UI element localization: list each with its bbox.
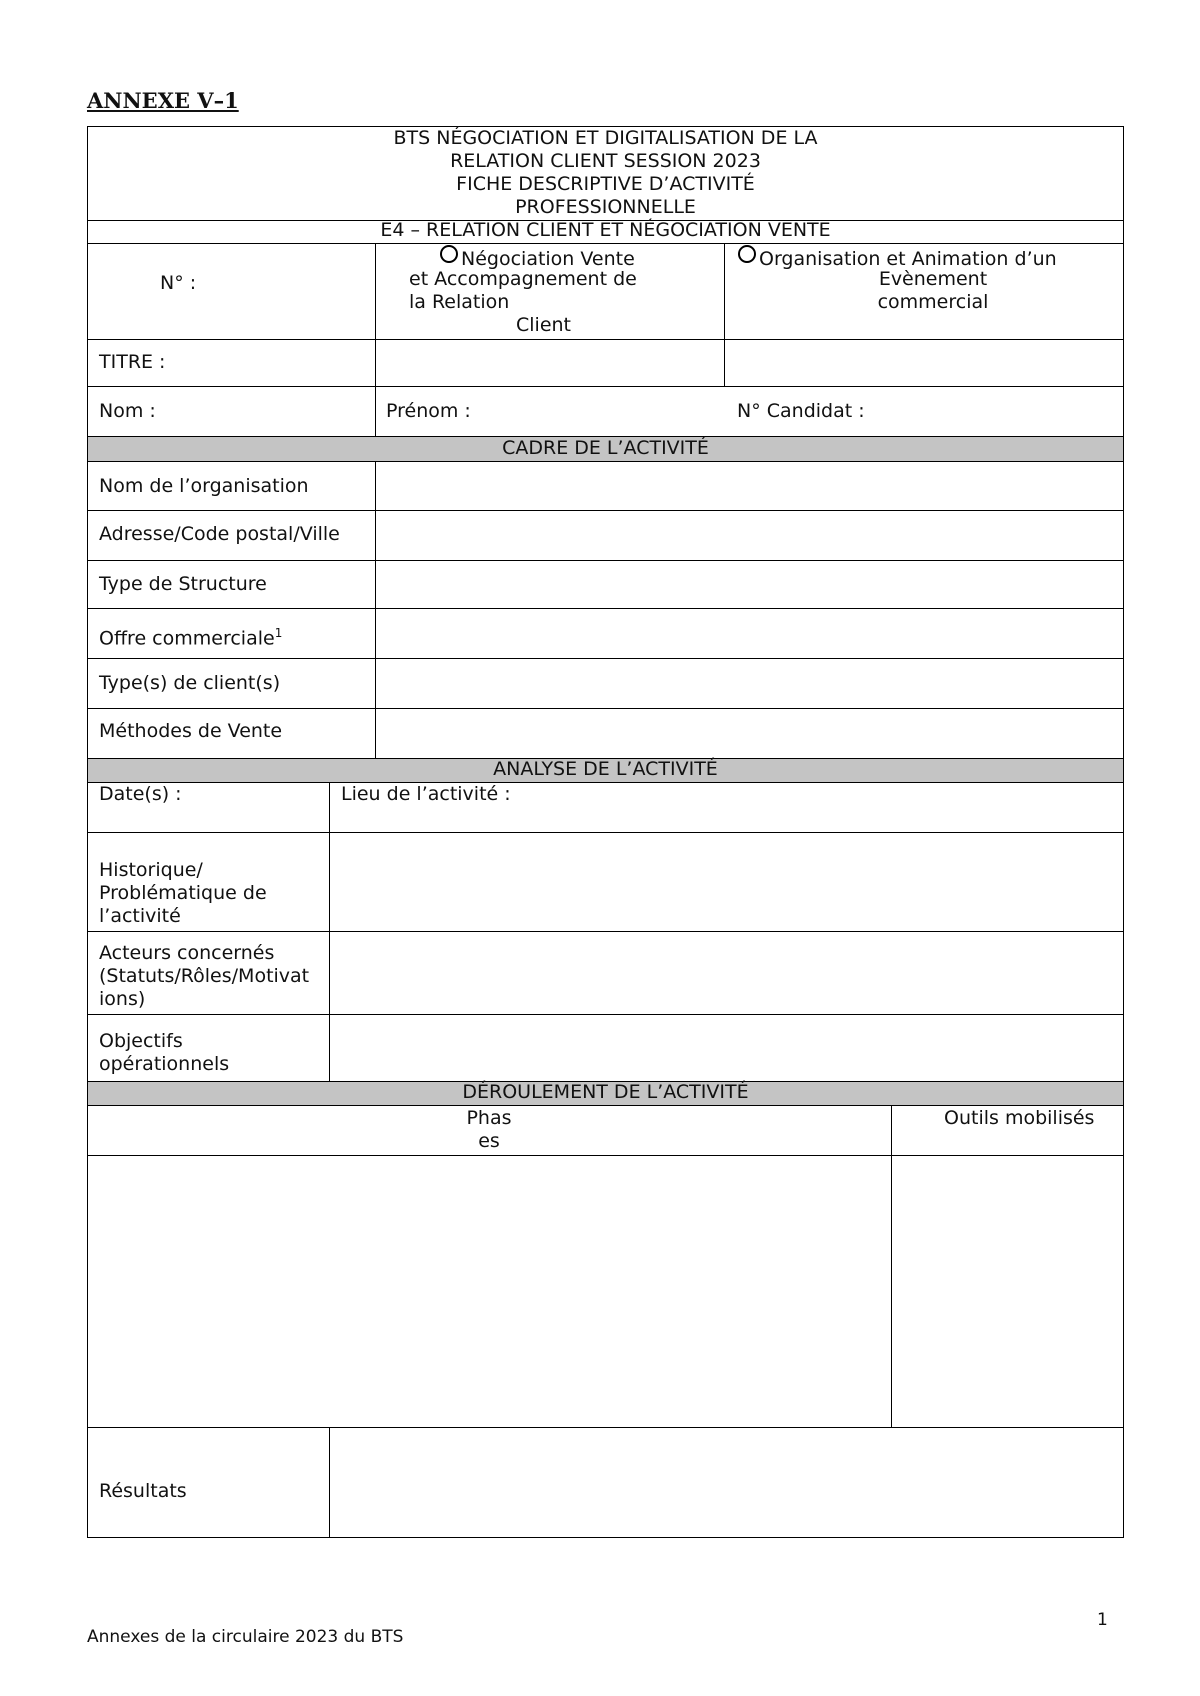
field-outils[interactable] <box>893 1157 1122 1426</box>
column-divider <box>375 461 376 758</box>
header-line-4: PROFESSIONNELLE <box>515 196 696 218</box>
label-adresse: Adresse/Code postal/Ville <box>99 523 340 545</box>
radio-negociation-icon[interactable] <box>440 245 458 263</box>
row-divider <box>87 608 1124 609</box>
footnote-ref: 1 <box>274 626 283 640</box>
field-organisation[interactable] <box>377 462 1122 509</box>
table-border-right <box>1123 126 1124 1537</box>
header-line-3: FICHE DESCRIPTIVE D’ACTIVITÉ <box>456 173 755 195</box>
titre-field[interactable] <box>200 341 1120 385</box>
header-line-2: RELATION CLIENT SESSION 2023 <box>450 150 761 172</box>
epreuve-title: E4 – RELATION CLIENT ET NÉGOCIATION VENTE <box>380 219 831 241</box>
row-divider <box>87 1014 1124 1015</box>
footer-text: Annexes de la circulaire 2023 du BTS <box>87 1627 404 1647</box>
row-divider <box>87 708 1124 709</box>
option-evenement-line-1: Organisation et Animation d’un <box>759 248 1057 270</box>
field-adresse[interactable] <box>377 512 1122 559</box>
field-phases[interactable] <box>89 1157 890 1426</box>
label-clients: Type(s) de client(s) <box>99 672 281 694</box>
label-historique-1: Historique/ <box>99 859 203 881</box>
field-objectifs[interactable] <box>331 1016 1122 1080</box>
field-acteurs[interactable] <box>331 933 1122 1013</box>
field-historique[interactable] <box>331 834 1122 930</box>
nom-label: Nom : <box>99 400 156 422</box>
label-resultats: Résultats <box>99 1480 187 1502</box>
field-methodes[interactable] <box>377 710 1122 757</box>
label-historique-3: l’activité <box>99 905 181 927</box>
numero-label: N° : <box>160 272 197 294</box>
row-divider <box>87 386 1124 387</box>
table-border-left <box>87 126 88 1537</box>
label-acteurs-2: (Statuts/Rôles/Motivat <box>99 965 310 987</box>
section-title-deroulement: DÉROULEMENT DE L’ACTIVITÉ <box>462 1081 749 1103</box>
phases-header-1: Phas <box>466 1107 512 1129</box>
titre-label: TITRE : <box>99 351 166 373</box>
label-organisation: Nom de l’organisation <box>99 475 309 497</box>
row-divider <box>87 510 1124 511</box>
outils-header: Outils mobilisés <box>944 1107 1095 1129</box>
section-title-analyse: ANALYSE DE L’ACTIVITÉ <box>493 758 718 780</box>
column-divider <box>375 243 376 436</box>
option-negociation-line-2: et Accompagnement de <box>409 268 637 290</box>
annexe-title: ANNEXE V–1 <box>87 88 239 113</box>
field-offre[interactable] <box>377 610 1122 657</box>
option-negociation-line-1: Négociation Vente <box>461 248 635 270</box>
candidat-label: N° Candidat : <box>737 400 865 422</box>
row-divider <box>87 1105 1124 1106</box>
label-methodes: Méthodes de Vente <box>99 720 283 742</box>
row-divider <box>87 1155 1124 1156</box>
header-line-1: BTS NÉGOCIATION ET DIGITALISATION DE LA <box>393 127 818 149</box>
field-lieu[interactable] <box>331 806 1122 831</box>
label-structure: Type de Structure <box>99 573 267 595</box>
field-structure[interactable] <box>377 562 1122 607</box>
label-offre <box>99 622 282 650</box>
field-resultats[interactable] <box>331 1429 1122 1536</box>
column-divider <box>329 782 330 1081</box>
row-divider <box>87 1427 1124 1428</box>
label-offre-text: Offre commerciale <box>99 627 275 650</box>
row-divider <box>87 243 1124 244</box>
table-border-bottom <box>87 1537 1124 1538</box>
option-evenement-line-2: Evènement <box>878 268 988 290</box>
option-negociation-line-3: la Relation <box>409 291 510 313</box>
section-title-cadre: CADRE DE L’ACTIVITÉ <box>502 437 709 459</box>
label-objectifs-2: opérationnels <box>99 1053 230 1075</box>
option-evenement-line-3: commercial <box>877 291 989 313</box>
prenom-label: Prénom : <box>386 400 471 422</box>
column-divider <box>891 1105 892 1427</box>
label-acteurs-1: Acteurs concernés <box>99 942 275 964</box>
phases-header-2: es <box>478 1130 500 1152</box>
radio-evenement-icon[interactable] <box>738 245 756 263</box>
label-acteurs-3: ions) <box>99 988 146 1010</box>
label-objectifs-1: Objectifs <box>99 1030 183 1052</box>
label-historique-2: Problématique de <box>99 882 267 904</box>
row-divider <box>87 339 1124 340</box>
option-negociation-line-4: Client <box>516 314 572 336</box>
row-divider <box>87 832 1124 833</box>
row-divider <box>87 560 1124 561</box>
row-divider <box>87 658 1124 659</box>
field-clients[interactable] <box>377 660 1122 707</box>
row-divider <box>87 782 1124 783</box>
label-lieu: Lieu de l’activité : <box>341 783 511 805</box>
column-divider <box>329 1427 330 1537</box>
row-divider <box>87 931 1124 932</box>
label-dates: Date(s) : <box>99 783 182 805</box>
page-number: 1 <box>1097 1610 1108 1630</box>
